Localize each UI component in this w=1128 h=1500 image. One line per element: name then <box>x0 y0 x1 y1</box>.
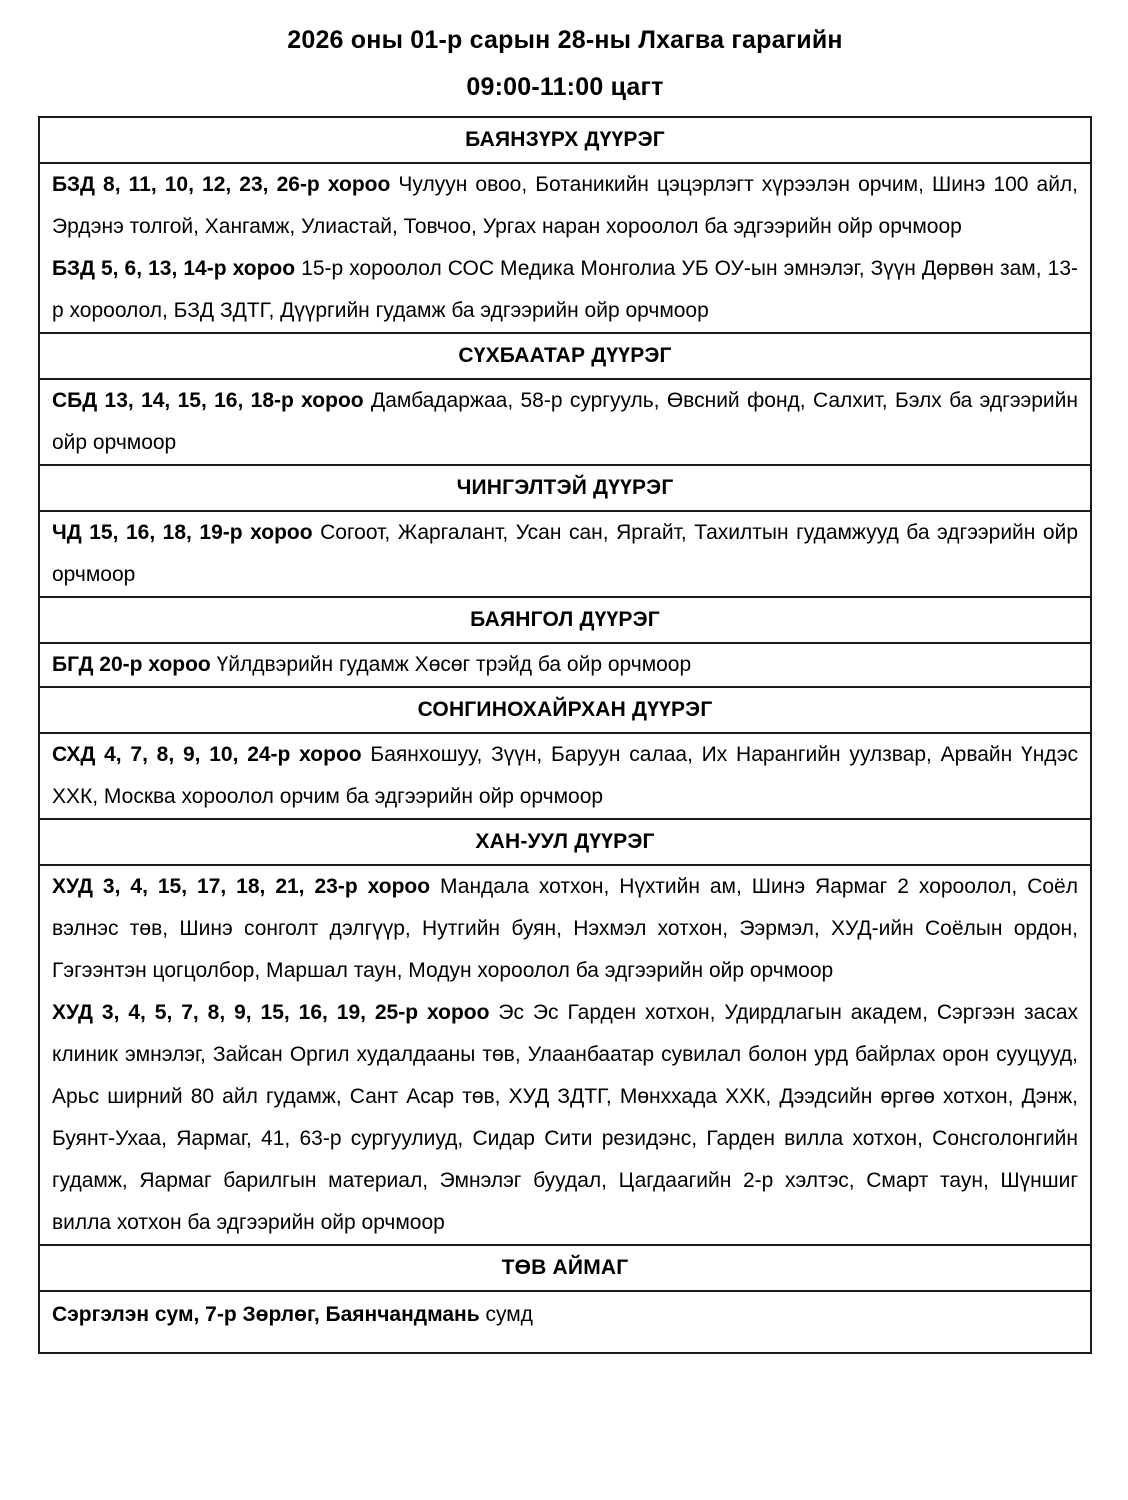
section-header-row <box>39 687 1091 733</box>
area-list: Үйлдвэрийн гудамж Хөсөг трэйд ба ойр орчмоор <box>216 653 692 676</box>
khoroo-paragraph <box>52 992 1078 1244</box>
table-row <box>39 511 1091 597</box>
table-row <box>39 865 1091 1245</box>
document-title-date: 2026 оны 01-р сарын 28-ны Лхагва гарагийн <box>287 26 843 54</box>
table-row <box>39 643 1091 687</box>
district-header-bayanzurkh: БАЯНЗҮРХ ДҮҮРЭГ <box>39 117 1091 163</box>
section-header-row <box>39 333 1091 379</box>
khoroo-paragraph <box>52 644 1078 686</box>
section-header-row <box>39 597 1091 643</box>
khoroo-paragraph <box>52 734 1078 818</box>
soum-names: Сэргэлэн сум, 7-р Зөрлөг, Баянчандмань <box>52 1303 480 1326</box>
district-areas-cell-songinokhairkhan <box>39 733 1091 819</box>
area-list: Чулуун овоо, Ботаникийн цэцэрлэгт хүрээлэн орчим, Шинэ 100 айл, Эрдэнэ толгой, Хангамж, Улиастай, Товчоо, Ургах наран хороолол ба эдгээрийн ойр орчмоор <box>52 173 1079 238</box>
district-areas-cell-bayangol <box>39 643 1091 687</box>
area-list: сумд <box>485 1303 533 1326</box>
district-header-khan-uul: ХАН-УУЛ ДҮҮРЭГ <box>39 819 1091 865</box>
district-header-tuv-aimag: ТӨВ АЙМАГ <box>39 1245 1091 1291</box>
district-areas-cell-khan-uul <box>39 865 1091 1245</box>
khoroo-paragraph <box>52 866 1078 992</box>
khoroo-numbers: СБД 13, 14, 15, 16, 18-р хороо <box>52 389 364 412</box>
section-header-row <box>39 117 1091 163</box>
khoroo-numbers: БЗД 5, 6, 13, 14-р хороо <box>52 257 296 280</box>
khoroo-paragraph <box>52 248 1078 332</box>
khoroo-paragraph <box>52 164 1078 248</box>
district-header-bayangol: БАЯНГОЛ ДҮҮРЭГ <box>39 597 1091 643</box>
khoroo-paragraph <box>52 380 1078 464</box>
district-areas-cell-sukhbaatar <box>39 379 1091 465</box>
area-list: Согоот, Жаргалант, Усан сан, Яргайт, Тахилтын гудамжууд ба эдгээрийн ойр орчмоор <box>52 521 1078 586</box>
khoroo-numbers: БЗД 8, 11, 10, 12, 23, 26-р хороо <box>52 173 391 196</box>
area-list: Мандала хотхон, Нүхтийн ам, Шинэ Яармаг 2 хороолол, Соёл вэлнэс төв, Шинэ сонголт дэлгүүр, Нутгийн буян, Нэхмэл хотхон, Ээрмэл, ХУД-ийн Соёлын ордон, Гэгээнтэн цогцолбор, Маршал таун, Модун хороолол ба эдгээрийн ойр орчмоор <box>52 875 1078 982</box>
district-areas-cell-bayanzurkh <box>39 163 1091 333</box>
khoroo-numbers: ЧД 15, 16, 18, 19-р хороо <box>52 521 313 544</box>
area-list: Эс Эс Гарден хотхон, Удирдлагын академ, Сэргээн засах клиник эмнэлэг, Зайсан Оргил худалдааны төв, Улаанбаатар сувилал болон урд байрлах орон сууцууд, Арьс ширний 80 айл гудамж, Сант Асар төв, ХУД ЗДТГ, Мөнххада ХХК, Дээдсийн өргөө хотхон, Дэнж, Буянт-Ухаа, Яармаг, 41, 63-р сургуулиуд, Сидар Сити резидэнс, Гарден вилла хотхон, Сонсголонгийн гудамж, Яармаг барилгын материал, Эмнэлэг буудал, Цагдаагийн 2-р хэлтэс, Смарт таун, Шүншиг вилла хотхон ба эдгээрийн ойр орчмоор <box>52 1001 1079 1234</box>
district-areas-cell-tuv-aimag <box>39 1291 1091 1353</box>
khoroo-numbers: ХУД 3, 4, 15, 17, 18, 21, 23-р хороо <box>52 875 431 898</box>
outage-schedule-table <box>38 116 1092 1354</box>
khoroo-numbers: СХД 4, 7, 8, 9, 10, 24-р хороо <box>52 743 362 766</box>
district-header-chingeltei: ЧИНГЭЛТЭЙ ДҮҮРЭГ <box>39 465 1091 511</box>
district-header-sukhbaatar: СҮХБААТАР ДҮҮРЭГ <box>39 333 1091 379</box>
section-header-row <box>39 465 1091 511</box>
section-header-row <box>39 1245 1091 1291</box>
khoroo-paragraph <box>52 1294 1078 1336</box>
section-header-row <box>39 819 1091 865</box>
table-row <box>39 733 1091 819</box>
document-title-time: 09:00-11:00 цагт <box>466 73 664 101</box>
table-row <box>39 1291 1091 1353</box>
khoroo-numbers: ХУД 3, 4, 5, 7, 8, 9, 15, 16, 19, 25-р хороо <box>52 1001 490 1024</box>
area-list: Баянхошуу, Зүүн, Баруун салаа, Их Нарангийн уулзвар, Арвайн Үндэс ХХК, Москва хороолол орчим ба эдгээрийн ойр орчмоор <box>52 743 1078 808</box>
area-list: 15-р хороолол СОС Медика Монголиа УБ ОУ-ын эмнэлэг, Зүүн Дөрвөн зам, 13-р хороолол, БЗД ЗДТГ, Дүүргийн гудамж ба эдгээрийн ойр орчмоор <box>52 257 1078 322</box>
area-list: Дамбадаржаа, 58-р сургууль, Өвсний фонд, Салхит, Бэлх ба эдгээрийн ойр орчмоор <box>52 389 1078 454</box>
khoroo-numbers: БГД 20-р хороо <box>52 653 211 676</box>
table-row <box>39 379 1091 465</box>
district-areas-cell-chingeltei <box>39 511 1091 597</box>
district-header-songinokhairkhan: СОНГИНОХАЙРХАН ДҮҮРЭГ <box>39 687 1091 733</box>
khoroo-paragraph <box>52 512 1078 596</box>
table-row <box>39 163 1091 333</box>
